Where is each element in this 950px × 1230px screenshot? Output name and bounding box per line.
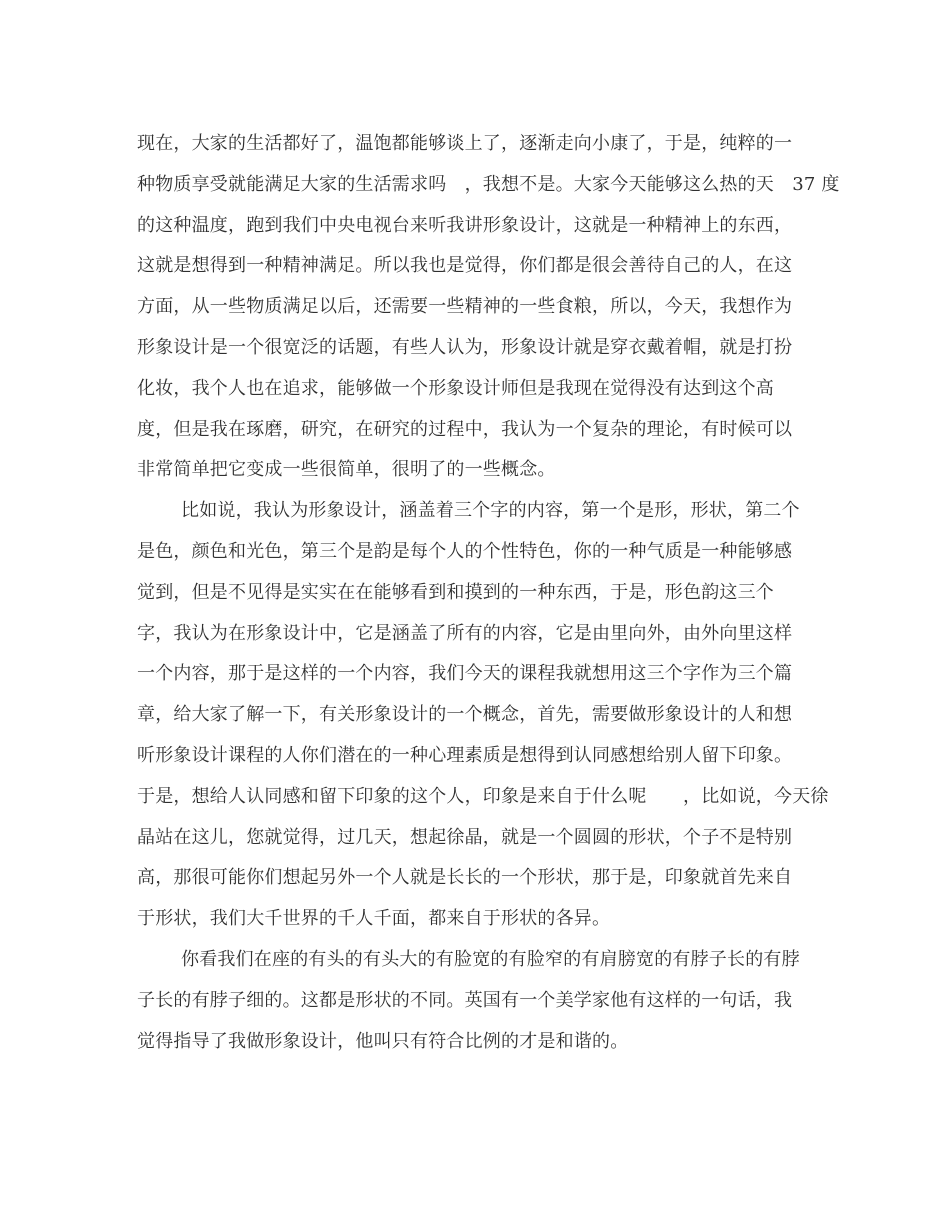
text-line: 形象设计是一个很宽泛的话题，有些人认为，形象设计就是穿衣戴着帽，就是打扮 (137, 336, 793, 358)
text-line: 晶站在这儿，您就觉得，过几天，想起徐晶，就是一个圆圆的形状，个子不是特别 (137, 826, 793, 848)
text-line: 于形状，我们大千世界的千人千面，都来自于形状的各异。 (137, 908, 611, 930)
text-line: 章，给大家了解一下，有关形象设计的一个概念，首先，需要做形象设计的人和想 (137, 704, 793, 726)
text-line: 这就是想得到一种精神满足。所以我也是觉得，你们都是很会善待自己的人，在这 (137, 255, 793, 277)
text-line: 非常简单把它变成一些很简单，很明了的一些概念。 (137, 459, 556, 481)
document-text-column (137, 124, 840, 1062)
text-line: 于是，想给人认同感和留下印象的这个人，印象是来自于什么呢 ，比如说，今天徐 (137, 785, 829, 807)
text-line: 觉到，但是不见得是实实在在能够看到和摸到的一种东西，于是，形色韵这三个 (137, 581, 774, 603)
text-line: 度，但是我在琢磨，研究，在研究的过程中，我认为一个复杂的理论，有时候可以 (137, 418, 793, 440)
text-line: 听形象设计课程的人你们潜在的一种心理素质是想得到认同感想给别人留下印象。 (137, 744, 793, 766)
text-line: 的这种温度，跑到我们中央电视台来听我讲形象设计，这就是一种精神上的东西， (137, 214, 793, 236)
text-line: 比如说，我认为形象设计，涵盖着三个字的内容，第一个是形，形状，第二个 (181, 500, 800, 522)
text-line: 现在，大家的生活都好了，温饱都能够谈上了，逐渐走向小康了，于是，纯粹的一 (137, 133, 793, 154)
text-line: 觉得指导了我做形象设计，他叫只有符合比例的才是和谐的。 (137, 1030, 629, 1052)
text-line: 你看我们在座的有头的有头大的有脸宽的有脸窄的有肩膀宽的有脖子长的有脖 (181, 948, 800, 970)
text-line: 字，我认为在形象设计中，它是涵盖了所有的内容，它是由里向外，由外向里这样 (137, 622, 793, 644)
text-line: 化妆，我个人也在追求，能够做一个形象设计师但是我现在觉得没有达到这个高 (137, 377, 774, 399)
text-line: 高，那很可能你们想起另外一个人就是长长的一个形状，那于是，印象就首先来自 (137, 867, 793, 889)
text-line: 一个内容，那于是这样的一个内容，我们今天的课程我就想用这三个字作为三个篇 (137, 663, 793, 685)
text-line: 是色，颜色和光色，第三个是韵是每个人的个性特色，你的一种气质是一种能够感 (137, 540, 793, 562)
text-line: 种物质享受就能满足大家的生活需求吗 ，我想不是。大家今天能够这么热的天 37 度 (137, 173, 840, 195)
text-line: 子长的有脖子细的。这都是形状的不同。英国有一个美学家他有这样的一句话，我 (137, 989, 793, 1011)
text-line: 方面，从一些物质满足以后，还需要一些精神的一些食粮，所以，今天，我想作为 (137, 296, 793, 318)
